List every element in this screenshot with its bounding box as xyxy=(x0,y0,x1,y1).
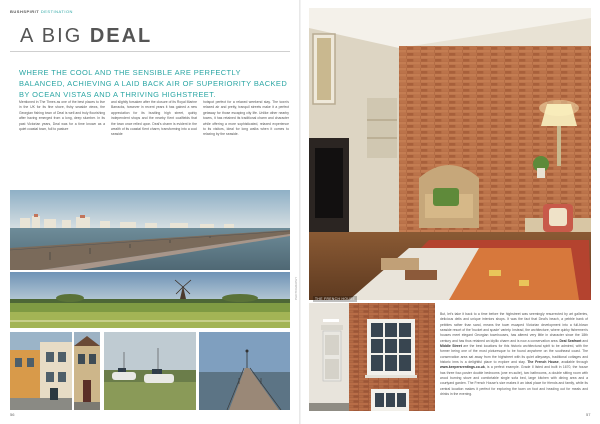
living-room-photo xyxy=(309,8,591,300)
street-houses-photo xyxy=(10,332,72,410)
french-house-name: The French House xyxy=(527,360,559,365)
rental-website-link[interactable]: www.keepersrentings.co.uk xyxy=(440,365,485,370)
spine-gutter xyxy=(299,0,301,424)
brand-name: BUSH xyxy=(10,9,24,14)
page-number-left: 56 xyxy=(10,412,15,417)
middle-street-link: Middle Street xyxy=(440,344,462,349)
brand-suffix: SPIRIT xyxy=(23,9,40,14)
article-title xyxy=(20,26,152,46)
room-photo-caption: THE FRENCH HOUSE xyxy=(315,297,356,301)
right-page-body xyxy=(440,312,588,398)
title-light: A BIG xyxy=(20,25,90,47)
windmill-meadow-photo xyxy=(10,272,290,328)
pier-panorama-photo xyxy=(10,190,290,270)
side-caption: PHOTOGRAPHY xyxy=(294,276,298,300)
right-body-paragraph-2: are the best locations for this historic architectural spirit to be admired, with the former being one of the most picturesque to be found anywhere on the southeast coast. The conservation area sat away from the highstreet with its quiet alleyways, traditional cottages and historic inns is a delightful place to explore and stay. xyxy=(440,344,588,365)
section-name: DESTINATION xyxy=(39,9,73,14)
right-body-and: and xyxy=(581,338,588,343)
standfirst: WHERE THE COOL AND THE SENSIBLE ARE PERFECTLY BALANCED, ACHIEVING A LAID BACK AIR OF SUPERIORITY BACKED BY OCEAN VISTAS AND A THRIVING HIGHSTREET. xyxy=(19,68,288,99)
deal-seafront-link: Deal Seafront xyxy=(559,338,582,343)
right-body-paragraph-1: But, let's take it back to a time before the highstreet was seemingly resurrected by art galleries, delicious delis and unique interiors shops. It was the fact that Deal's beach, a pebble bank of pebbles rather than sand, means the town escaped Victorian development into a full-blown seaside resort of the 'bucket and spade' variety. Instead, the architecture, where quirky fishermen's houses meet elegant Georgian townhouses, has altered very little in character since the 18th century and has thus retained an idyllic charm and is now a conservation area. xyxy=(440,312,588,343)
pier-walkway-photo xyxy=(199,332,290,410)
section-header xyxy=(10,9,73,14)
right-body-paragraph-4: , is a perfect example. Grade II listed and built in 1670, the house has three four-poster double bedrooms (one en-suite), two bathrooms, a double sitting room with wood burning stove and comfortable single sofa bed, large kitchen with dining area and a courtyard garden. The French House's size makes it an ideal place for friends and family, while its central location makes it perfect for exploring the town on foot and heading out for meals and drinks in the evening. xyxy=(440,365,588,397)
body-column-3: hotspot perfect for a relaxed weekend stay. The town's relaxed air and pretty, tranquil streets make it a perfect getaway for those escaping city life. Unlike other nearby towns, it has retained its traditional charm and character while offering a more sophisticated, relaxed experience to its visitors, ideal for long walks when it comes to relaxing by the seaside. xyxy=(203,100,289,137)
right-body-paragraph-3: , available through xyxy=(558,360,588,365)
body-columns xyxy=(19,100,289,138)
title-bold: DEAL xyxy=(89,25,153,47)
cottage-door-photo xyxy=(74,332,100,410)
page-number-right: 57 xyxy=(586,412,591,417)
harbour-boats-photo xyxy=(104,332,196,410)
french-house-facade-photo xyxy=(309,303,435,411)
title-divider xyxy=(10,51,290,52)
body-column-2: and slightly forsaken after the closure of its Royal Marine Barracks, however in recent years it has gained a new appreciation for its bustling high street, quirky independent shops and the nearby Kent coalfields that the town once relied upon. Deal's charm is evident in the wealth of its coastal Kent charm, transforming into a cool seaside xyxy=(111,100,197,137)
body-column-1: Mentioned in The Times as one of the best places to live in the UK for its fine shore, fishy seaside views, the Georgian fishing town of Deal is well and truly flourishing after having emerged from a long, deep slumber. In its past Victorian years, Deal was for a time known as a quiet coastal town, full to pasture xyxy=(19,100,105,132)
